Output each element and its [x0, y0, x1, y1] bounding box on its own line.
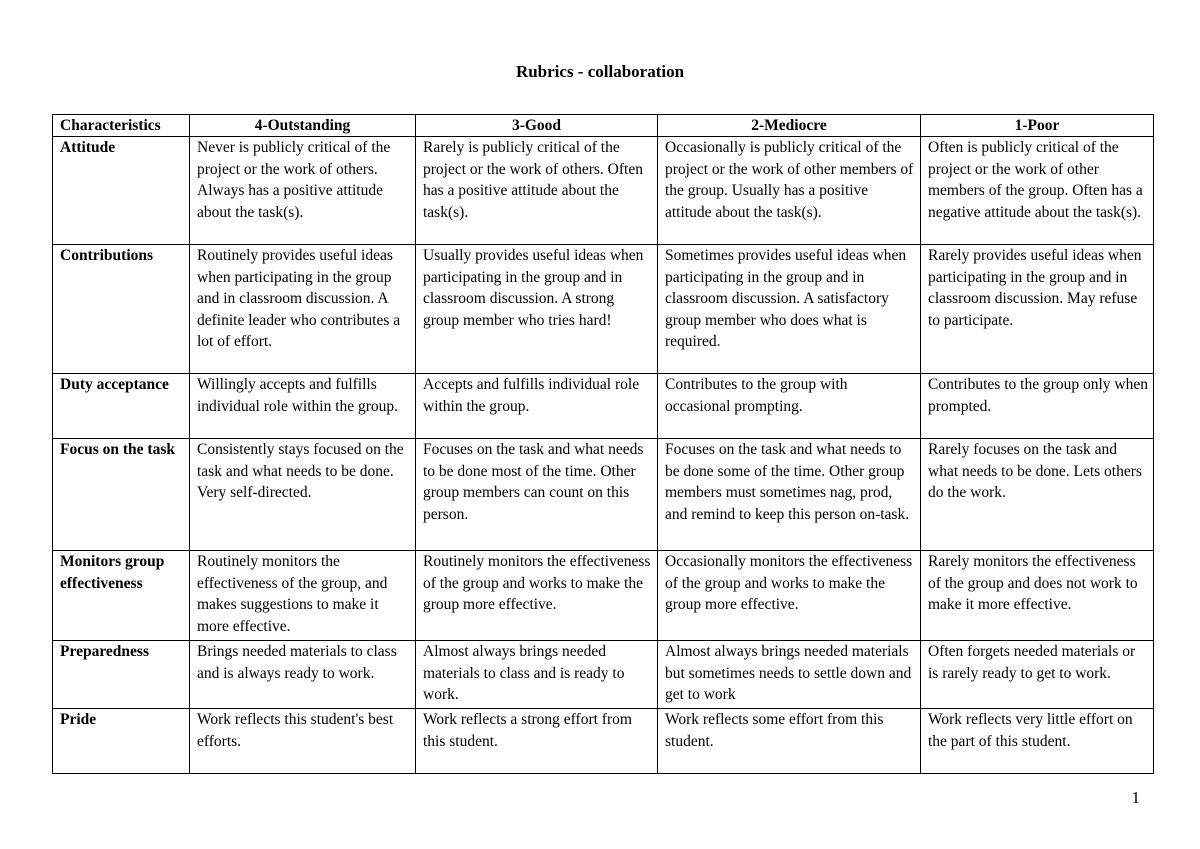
rating-cell-good: Almost always brings needed materials to class and is ready to work. — [416, 641, 658, 709]
rating-cell-good: Focuses on the task and what needs to be done most of the time. Other group members can count on this person. — [416, 439, 658, 551]
row-monitors-group-effectiveness — [53, 551, 1154, 641]
rating-cell-poor: Rarely focuses on the task and what needs to be done. Lets others do the work. — [921, 439, 1154, 551]
rating-cell-poor: Rarely monitors the effectiveness of the group and does not work to make it more effective. — [921, 551, 1154, 641]
row-preparedness — [53, 641, 1154, 709]
rating-cell-mediocre: Sometimes provides useful ideas when participating in the group and in classroom discussion. A satisfactory group member who does what is required. — [658, 245, 921, 374]
rating-cell-mediocre: Almost always brings needed materials but sometimes needs to settle down and get to work — [658, 641, 921, 709]
rating-cell-poor: Often forgets needed materials or is rarely ready to get to work. — [921, 641, 1154, 709]
rating-cell-mediocre: Focuses on the task and what needs to be done some of the time. Other group members must sometimes nag, prod, and remind to keep this person on-task. — [658, 439, 921, 551]
document-title: Rubrics - collaboration — [515, 62, 685, 81]
header-mediocre: 2-Mediocre — [658, 115, 921, 137]
header-row — [53, 115, 1154, 137]
row-focus-on-task — [53, 439, 1154, 551]
rubric-table — [52, 114, 1154, 774]
rating-cell-outstanding: Willingly accepts and fulfills individual role within the group. — [190, 374, 416, 439]
header-characteristics: Characteristics — [53, 115, 190, 137]
characteristic-cell: Preparedness — [53, 641, 190, 709]
rating-cell-good: Work reflects a strong effort from this student. — [416, 709, 658, 774]
rating-cell-outstanding: Routinely monitors the effectiveness of the group, and makes suggestions to make it more effective. — [190, 551, 416, 641]
characteristic-cell: Pride — [53, 709, 190, 774]
rating-cell-poor: Often is publicly critical of the project or the work of other members of the group. Often has a negative attitude about the task(s). — [921, 137, 1154, 245]
characteristic-cell: Monitors group effectiveness — [53, 551, 190, 641]
rating-cell-good: Usually provides useful ideas when participating in the group and in classroom discussion. A strong group member who tries hard! — [416, 245, 658, 374]
row-contributions — [53, 245, 1154, 374]
rating-cell-outstanding: Routinely provides useful ideas when participating in the group and in classroom discussion. A definite leader who contributes a lot of effort. — [190, 245, 416, 374]
rating-cell-mediocre: Work reflects some effort from this student. — [658, 709, 921, 774]
rating-cell-outstanding: Consistently stays focused on the task and what needs to be done. Very self-directed. — [190, 439, 416, 551]
row-attitude — [53, 137, 1154, 245]
rating-cell-outstanding: Brings needed materials to class and is always ready to work. — [190, 641, 416, 709]
rating-cell-good: Routinely monitors the effectiveness of the group and works to make the group more effective. — [416, 551, 658, 641]
characteristic-cell: Duty acceptance — [53, 374, 190, 439]
header-poor: 1-Poor — [921, 115, 1154, 137]
rating-cell-poor: Rarely provides useful ideas when participating in the group and in classroom discussion. May refuse to participate. — [921, 245, 1154, 374]
rating-cell-good: Rarely is publicly critical of the project or the work of others. Often has a positive attitude about the task(s). — [416, 137, 658, 245]
header-outstanding: 4-Outstanding — [190, 115, 416, 137]
page-number: 1 — [1131, 788, 1140, 807]
rating-cell-outstanding: Work reflects this student's best efforts. — [190, 709, 416, 774]
rating-cell-good: Accepts and fulfills individual role within the group. — [416, 374, 658, 439]
rating-cell-mediocre: Occasionally monitors the effectiveness of the group and works to make the group more effective. — [658, 551, 921, 641]
rating-cell-poor: Work reflects very little effort on the part of this student. — [921, 709, 1154, 774]
rating-cell-mediocre: Occasionally is publicly critical of the project or the work of other members of the group. Usually has a positive attitude about the task(s). — [658, 137, 921, 245]
rating-cell-outstanding: Never is publicly critical of the project or the work of others. Always has a positive attitude about the task(s). — [190, 137, 416, 245]
characteristic-cell: Contributions — [53, 245, 190, 374]
rating-cell-poor: Contributes to the group only when prompted. — [921, 374, 1154, 439]
row-pride — [53, 709, 1154, 774]
rating-cell-mediocre: Contributes to the group with occasional prompting. — [658, 374, 921, 439]
characteristic-cell: Focus on the task — [53, 439, 190, 551]
row-duty-acceptance — [53, 374, 1154, 439]
characteristic-cell: Attitude — [53, 137, 190, 245]
header-good: 3-Good — [416, 115, 658, 137]
